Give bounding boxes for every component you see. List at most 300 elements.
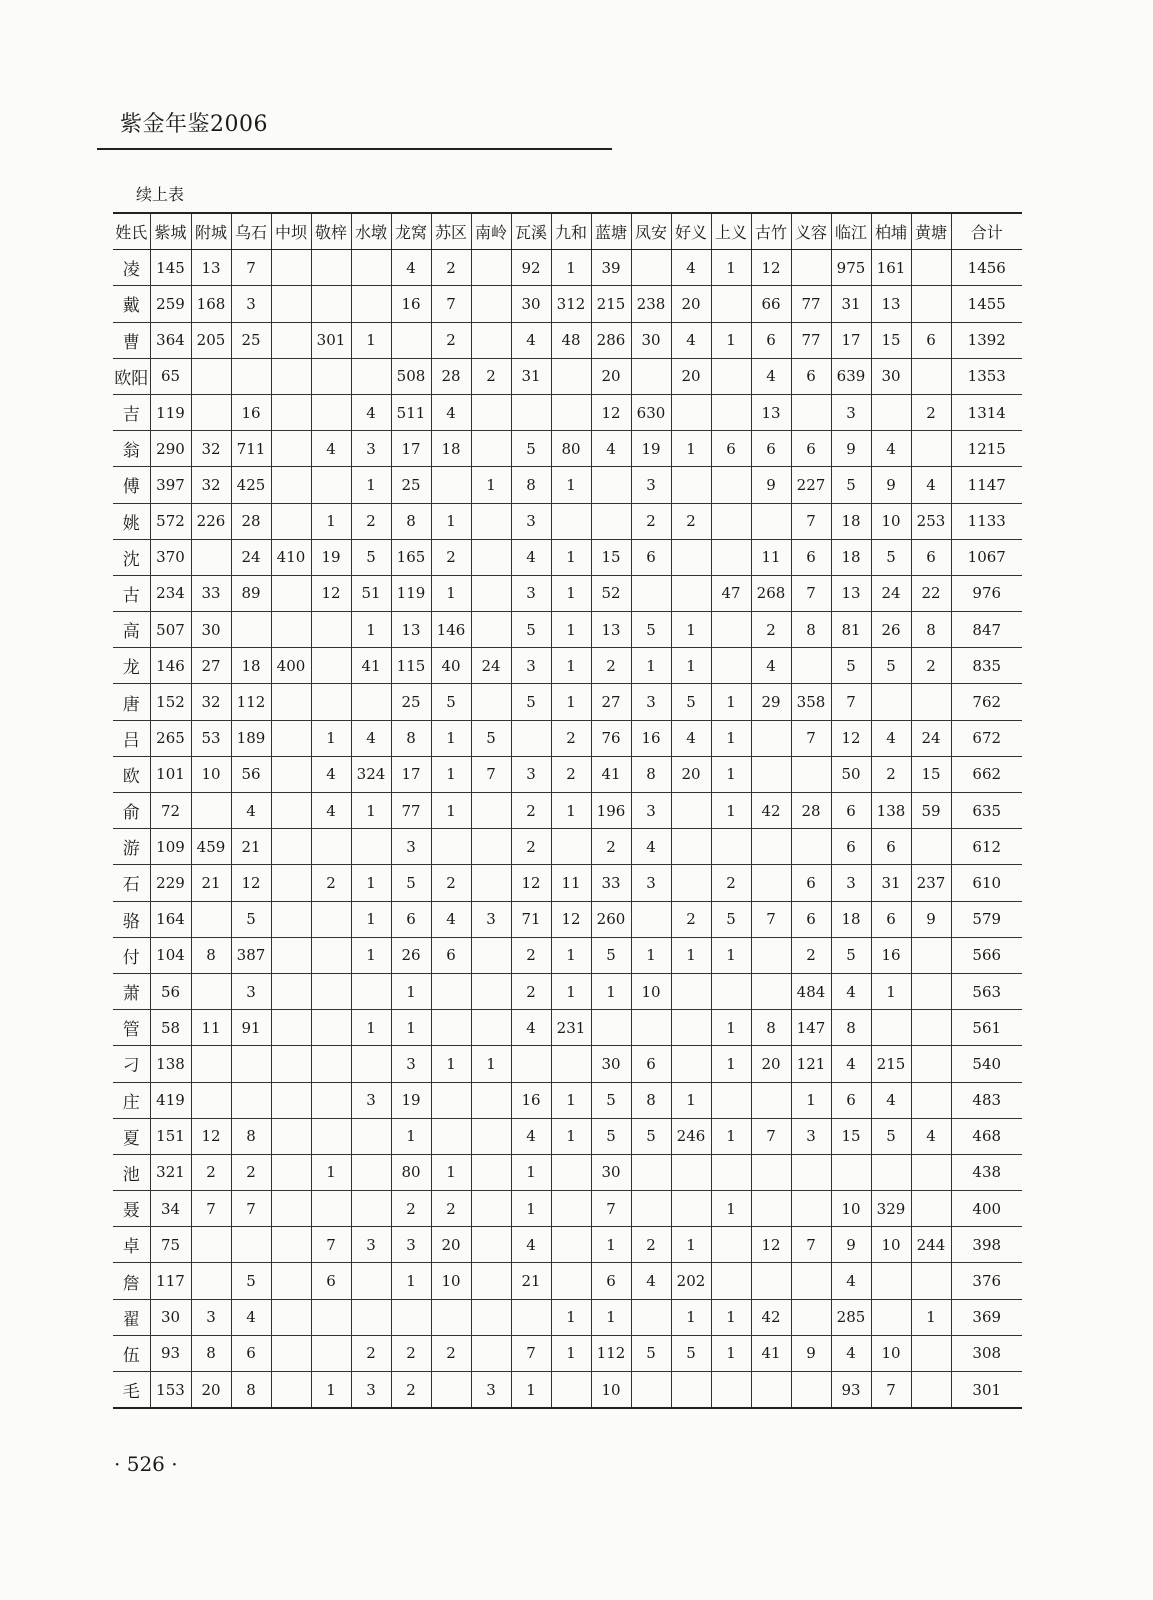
count-cell: 10 (871, 1335, 911, 1371)
page-number: · 526 · (114, 1452, 178, 1476)
count-cell: 4 (311, 793, 351, 829)
count-cell: 6 (791, 358, 831, 394)
count-cell: 285 (831, 1299, 871, 1335)
count-cell (551, 829, 591, 865)
count-cell: 146 (431, 612, 471, 648)
count-cell: 3 (351, 1372, 391, 1409)
count-cell (271, 394, 311, 430)
count-cell: 8 (231, 1118, 271, 1154)
count-cell (791, 756, 831, 792)
count-cell (191, 973, 231, 1009)
total-cell: 369 (951, 1299, 1022, 1335)
count-cell (911, 250, 951, 286)
count-cell (471, 973, 511, 1009)
count-cell: 1 (711, 937, 751, 973)
count-cell (751, 503, 791, 539)
count-cell (271, 720, 311, 756)
count-cell: 321 (150, 1154, 191, 1190)
count-cell (631, 1299, 671, 1335)
surname-cell: 付 (113, 937, 150, 973)
column-header: 姓氏 (113, 213, 150, 250)
count-cell: 3 (391, 1227, 431, 1263)
table-row (113, 829, 1022, 865)
count-cell (711, 1227, 751, 1263)
count-cell: 572 (150, 503, 191, 539)
count-cell: 146 (150, 648, 191, 684)
count-cell: 5 (831, 937, 871, 973)
count-cell: 6 (871, 829, 911, 865)
count-cell (191, 1082, 231, 1118)
count-cell: 4 (631, 1263, 671, 1299)
count-cell: 2 (591, 648, 631, 684)
count-cell (471, 1227, 511, 1263)
count-cell: 189 (231, 720, 271, 756)
count-cell (471, 1191, 511, 1227)
count-cell: 1 (551, 1118, 591, 1154)
count-cell (311, 286, 351, 322)
count-cell: 12 (191, 1118, 231, 1154)
column-header: 好义 (671, 213, 711, 250)
surname-cell: 俞 (113, 793, 150, 829)
count-cell (711, 1082, 751, 1118)
count-cell (871, 1299, 911, 1335)
count-cell (271, 358, 311, 394)
count-cell (631, 250, 671, 286)
count-cell: 3 (471, 901, 511, 937)
count-cell: 5 (471, 720, 511, 756)
count-cell: 1 (711, 1191, 751, 1227)
surname-cell: 戴 (113, 286, 150, 322)
count-cell: 8 (191, 937, 231, 973)
count-cell (311, 1082, 351, 1118)
count-cell: 66 (751, 286, 791, 322)
count-cell: 71 (511, 901, 551, 937)
count-cell: 1 (351, 612, 391, 648)
count-cell: 5 (631, 1335, 671, 1371)
count-cell (351, 1299, 391, 1335)
count-cell: 92 (511, 250, 551, 286)
count-cell: 33 (191, 575, 231, 611)
count-cell: 59 (911, 793, 951, 829)
count-cell: 7 (511, 1335, 551, 1371)
total-cell: 561 (951, 1010, 1022, 1046)
count-cell: 48 (551, 322, 591, 358)
count-cell: 6 (631, 1046, 671, 1082)
count-cell: 6 (431, 937, 471, 973)
count-cell: 30 (191, 612, 231, 648)
count-cell (511, 1299, 551, 1335)
count-cell: 4 (871, 1082, 911, 1118)
count-cell: 205 (191, 322, 231, 358)
count-cell: 6 (591, 1263, 631, 1299)
count-cell: 3 (511, 756, 551, 792)
count-cell: 1 (551, 612, 591, 648)
count-cell: 639 (831, 358, 871, 394)
count-cell: 28 (231, 503, 271, 539)
count-cell (551, 1046, 591, 1082)
count-cell: 65 (150, 358, 191, 394)
count-cell: 975 (831, 250, 871, 286)
count-cell (911, 937, 951, 973)
count-cell: 4 (631, 829, 671, 865)
count-cell (471, 394, 511, 430)
count-cell (191, 793, 231, 829)
count-cell: 41 (591, 756, 631, 792)
count-cell: 7 (751, 901, 791, 937)
count-cell (231, 358, 271, 394)
count-cell (271, 1191, 311, 1227)
count-cell: 8 (791, 612, 831, 648)
count-cell: 1 (431, 575, 471, 611)
count-cell (551, 1263, 591, 1299)
count-cell: 1 (711, 1118, 751, 1154)
count-cell (871, 394, 911, 430)
count-cell (351, 1118, 391, 1154)
count-cell: 1 (431, 503, 471, 539)
count-cell (351, 973, 391, 1009)
count-cell (231, 1046, 271, 1082)
count-cell: 2 (351, 503, 391, 539)
count-cell: 229 (150, 865, 191, 901)
count-cell: 5 (511, 684, 551, 720)
surname-cell: 翁 (113, 431, 150, 467)
count-cell: 6 (831, 1082, 871, 1118)
count-cell (671, 394, 711, 430)
count-cell (671, 865, 711, 901)
count-cell: 1 (351, 937, 391, 973)
count-cell: 3 (231, 286, 271, 322)
count-cell: 8 (511, 467, 551, 503)
count-cell: 1 (471, 1046, 511, 1082)
count-cell: 20 (671, 756, 711, 792)
count-cell: 7 (831, 684, 871, 720)
table-row (113, 575, 1022, 611)
count-cell: 2 (791, 937, 831, 973)
count-cell: 234 (150, 575, 191, 611)
count-cell (871, 1010, 911, 1046)
surname-cell: 吕 (113, 720, 150, 756)
count-cell: 2 (631, 1227, 671, 1263)
surname-cell: 夏 (113, 1118, 150, 1154)
count-cell (191, 1046, 231, 1082)
table-row (113, 901, 1022, 937)
count-cell (911, 684, 951, 720)
count-cell (311, 648, 351, 684)
count-cell (271, 865, 311, 901)
count-cell: 41 (751, 1335, 791, 1371)
count-cell: 507 (150, 612, 191, 648)
count-cell: 40 (431, 648, 471, 684)
count-cell (231, 612, 271, 648)
count-cell: 5 (591, 937, 631, 973)
count-cell: 2 (511, 937, 551, 973)
count-cell: 13 (871, 286, 911, 322)
surname-cell: 石 (113, 865, 150, 901)
count-cell: 4 (911, 467, 951, 503)
count-cell (791, 1263, 831, 1299)
count-cell: 1 (351, 322, 391, 358)
count-cell (271, 1118, 311, 1154)
count-cell (671, 1154, 711, 1190)
count-cell: 244 (911, 1227, 951, 1263)
count-cell: 1 (551, 648, 591, 684)
count-cell: 56 (231, 756, 271, 792)
count-cell: 26 (391, 937, 431, 973)
count-cell: 6 (791, 539, 831, 575)
count-cell (871, 1154, 911, 1190)
count-cell (751, 1372, 791, 1409)
count-cell: 10 (591, 1372, 631, 1409)
table-row (113, 1082, 1022, 1118)
surname-cell: 欧 (113, 756, 150, 792)
count-cell (791, 829, 831, 865)
count-cell: 3 (631, 467, 671, 503)
column-header: 瓦溪 (511, 213, 551, 250)
surname-cell: 翟 (113, 1299, 150, 1335)
count-cell: 2 (431, 322, 471, 358)
count-cell: 20 (431, 1227, 471, 1263)
total-cell: 468 (951, 1118, 1022, 1154)
count-cell: 2 (431, 1335, 471, 1371)
count-cell (671, 575, 711, 611)
count-cell: 29 (751, 684, 791, 720)
count-cell (671, 1372, 711, 1409)
count-cell (911, 1335, 951, 1371)
header-rule (97, 148, 612, 150)
count-cell: 16 (391, 286, 431, 322)
count-cell: 4 (831, 1046, 871, 1082)
count-cell: 1 (551, 684, 591, 720)
count-cell: 13 (591, 612, 631, 648)
count-cell: 47 (711, 575, 751, 611)
count-cell: 10 (831, 1191, 871, 1227)
count-cell: 8 (391, 720, 431, 756)
count-cell: 2 (911, 394, 951, 430)
count-cell: 19 (631, 431, 671, 467)
count-cell: 238 (631, 286, 671, 322)
total-cell: 1215 (951, 431, 1022, 467)
count-cell (271, 1227, 311, 1263)
count-cell (351, 1154, 391, 1190)
count-cell: 324 (351, 756, 391, 792)
count-cell: 1 (551, 1299, 591, 1335)
surname-cell: 庄 (113, 1082, 150, 1118)
count-cell: 15 (591, 539, 631, 575)
count-cell (551, 1227, 591, 1263)
count-cell: 1 (911, 1299, 951, 1335)
column-header: 苏区 (431, 213, 471, 250)
column-header: 南岭 (471, 213, 511, 250)
column-header: 敬梓 (311, 213, 351, 250)
count-cell: 6 (871, 901, 911, 937)
count-cell: 711 (231, 431, 271, 467)
count-cell (551, 358, 591, 394)
count-cell: 53 (191, 720, 231, 756)
surname-cell: 伍 (113, 1335, 150, 1371)
table-row (113, 467, 1022, 503)
count-cell: 226 (191, 503, 231, 539)
count-cell (191, 1263, 231, 1299)
count-cell: 32 (191, 467, 231, 503)
total-cell: 762 (951, 684, 1022, 720)
count-cell (311, 612, 351, 648)
count-cell: 259 (150, 286, 191, 322)
count-cell: 1 (431, 720, 471, 756)
surname-cell: 欧阳 (113, 358, 150, 394)
count-cell: 2 (351, 1335, 391, 1371)
count-cell: 5 (431, 684, 471, 720)
count-cell (271, 756, 311, 792)
count-cell (631, 358, 671, 394)
count-cell (671, 1191, 711, 1227)
count-cell (311, 937, 351, 973)
count-cell: 260 (591, 901, 631, 937)
count-cell (271, 612, 311, 648)
count-cell: 1 (671, 1227, 711, 1263)
count-cell (311, 829, 351, 865)
count-cell: 2 (191, 1154, 231, 1190)
count-cell: 1 (871, 973, 911, 1009)
count-cell (471, 1299, 511, 1335)
count-cell (311, 1118, 351, 1154)
count-cell (191, 1227, 231, 1263)
count-cell: 1 (671, 1299, 711, 1335)
count-cell: 7 (191, 1191, 231, 1227)
count-cell: 1 (711, 756, 751, 792)
count-cell: 202 (671, 1263, 711, 1299)
count-cell: 364 (150, 322, 191, 358)
count-cell: 1 (551, 467, 591, 503)
count-cell: 2 (711, 865, 751, 901)
total-cell: 835 (951, 648, 1022, 684)
count-cell: 400 (271, 648, 311, 684)
total-cell: 1353 (951, 358, 1022, 394)
table-row (113, 539, 1022, 575)
count-cell: 2 (671, 503, 711, 539)
count-cell (271, 575, 311, 611)
count-cell: 3 (631, 684, 671, 720)
count-cell (671, 829, 711, 865)
count-cell: 21 (191, 865, 231, 901)
count-cell: 3 (511, 575, 551, 611)
count-cell: 52 (591, 575, 631, 611)
count-cell (911, 431, 951, 467)
count-cell: 1 (671, 937, 711, 973)
count-cell: 3 (351, 1082, 391, 1118)
total-cell: 540 (951, 1046, 1022, 1082)
count-cell: 51 (351, 575, 391, 611)
count-cell (911, 1263, 951, 1299)
count-cell: 50 (831, 756, 871, 792)
count-cell (431, 829, 471, 865)
count-cell (591, 467, 631, 503)
count-cell: 101 (150, 756, 191, 792)
table-row (113, 1299, 1022, 1335)
count-cell: 387 (231, 937, 271, 973)
count-cell (311, 250, 351, 286)
count-cell: 196 (591, 793, 631, 829)
count-cell (191, 901, 231, 937)
count-cell: 4 (311, 431, 351, 467)
count-cell (471, 1154, 511, 1190)
count-cell (751, 1263, 791, 1299)
count-cell: 5 (631, 1118, 671, 1154)
count-cell: 286 (591, 322, 631, 358)
count-cell (471, 937, 511, 973)
count-cell (791, 394, 831, 430)
count-cell: 1 (351, 467, 391, 503)
count-cell (271, 431, 311, 467)
count-cell: 4 (431, 394, 471, 430)
count-cell (751, 1154, 791, 1190)
count-cell (471, 539, 511, 575)
count-cell (711, 1372, 751, 1409)
count-cell: 9 (831, 431, 871, 467)
count-cell: 1 (711, 1335, 751, 1371)
table-row (113, 322, 1022, 358)
count-cell: 5 (351, 539, 391, 575)
count-cell: 9 (871, 467, 911, 503)
running-title: 紫金年鉴2006 (120, 112, 268, 137)
count-cell (471, 612, 511, 648)
count-cell (271, 1010, 311, 1046)
count-cell: 2 (511, 829, 551, 865)
count-cell: 115 (391, 648, 431, 684)
count-cell: 4 (511, 1227, 551, 1263)
count-cell: 1 (711, 250, 751, 286)
count-cell: 268 (751, 575, 791, 611)
count-cell (631, 1154, 671, 1190)
surname-cell: 詹 (113, 1263, 150, 1299)
count-cell: 11 (751, 539, 791, 575)
table-row (113, 612, 1022, 648)
count-cell: 1 (671, 1082, 711, 1118)
surname-cell: 吉 (113, 394, 150, 430)
count-cell: 16 (631, 720, 671, 756)
count-cell (311, 1010, 351, 1046)
total-cell: 1455 (951, 286, 1022, 322)
count-cell (871, 1263, 911, 1299)
count-cell: 459 (191, 829, 231, 865)
count-cell: 1 (551, 1335, 591, 1371)
count-cell (791, 1299, 831, 1335)
surname-cell: 萧 (113, 973, 150, 1009)
surname-cell: 高 (113, 612, 150, 648)
count-cell: 13 (751, 394, 791, 430)
count-cell: 145 (150, 250, 191, 286)
count-cell: 253 (911, 503, 951, 539)
count-cell: 1 (311, 1372, 351, 1409)
count-cell: 112 (591, 1335, 631, 1371)
table-row (113, 431, 1022, 467)
count-cell: 1 (711, 1299, 751, 1335)
count-cell: 152 (150, 684, 191, 720)
count-cell: 4 (231, 793, 271, 829)
count-cell: 3 (471, 1372, 511, 1409)
count-cell: 27 (191, 648, 231, 684)
count-cell: 27 (591, 684, 631, 720)
count-cell: 5 (591, 1118, 631, 1154)
count-cell: 31 (511, 358, 551, 394)
count-cell (271, 322, 311, 358)
count-cell: 121 (791, 1046, 831, 1082)
total-cell: 566 (951, 937, 1022, 973)
count-cell (551, 1154, 591, 1190)
count-cell: 4 (311, 756, 351, 792)
count-cell: 20 (671, 358, 711, 394)
count-cell (511, 1046, 551, 1082)
count-cell: 215 (871, 1046, 911, 1082)
